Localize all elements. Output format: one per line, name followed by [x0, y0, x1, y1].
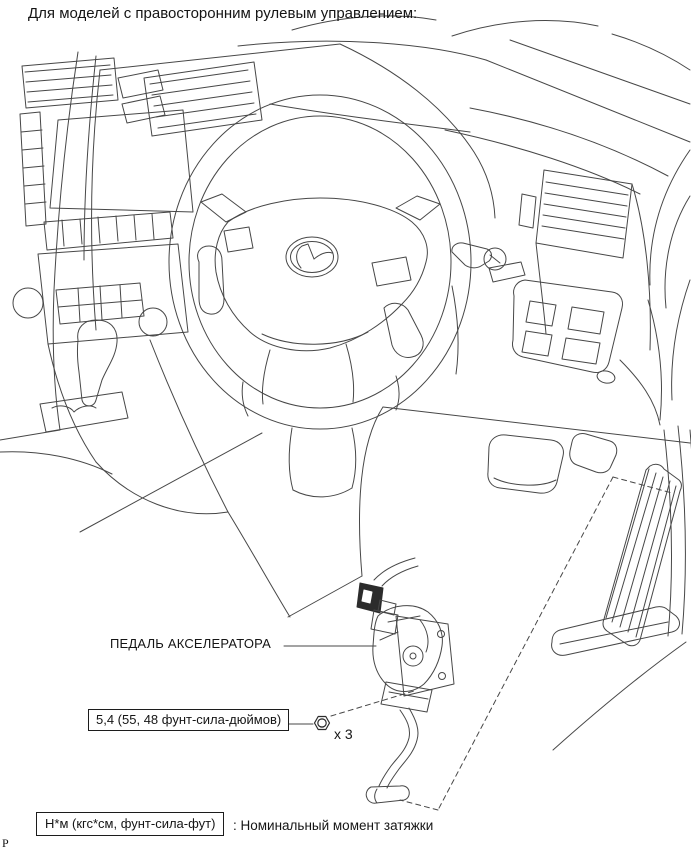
- page-marker: P: [2, 836, 9, 850]
- side-air-vent: [445, 108, 668, 350]
- fastener-count-label: x 3: [334, 726, 353, 742]
- torque-units-box: Н*м (кгс*см, фунт-сила-фут): [36, 812, 224, 836]
- page-title: Для моделей с правосторонним рулевым управлением:: [28, 5, 418, 22]
- torque-spec-callout: 5,4 (55, 48 фунт-сила-дюймов): [88, 709, 289, 731]
- nut-icon: [315, 717, 330, 730]
- lexus-logo: [286, 237, 338, 277]
- dashboard-center-stack: [13, 44, 495, 430]
- part-name-label: ПЕДАЛЬ АКСЕЛЕРАТОРА: [110, 636, 272, 651]
- accelerator-pedal-assembly: [357, 558, 454, 803]
- gear-shifter: [0, 320, 290, 617]
- steering-wheel: [169, 95, 471, 429]
- torque-legend-description: : Номинальный момент затяжки: [233, 818, 434, 833]
- lower-dash-footwell: [288, 407, 690, 750]
- switch-pod: [512, 280, 660, 425]
- door-panel: [570, 150, 691, 636]
- accelerator-pedal-floor: [552, 464, 682, 655]
- windshield-lines: [238, 16, 690, 142]
